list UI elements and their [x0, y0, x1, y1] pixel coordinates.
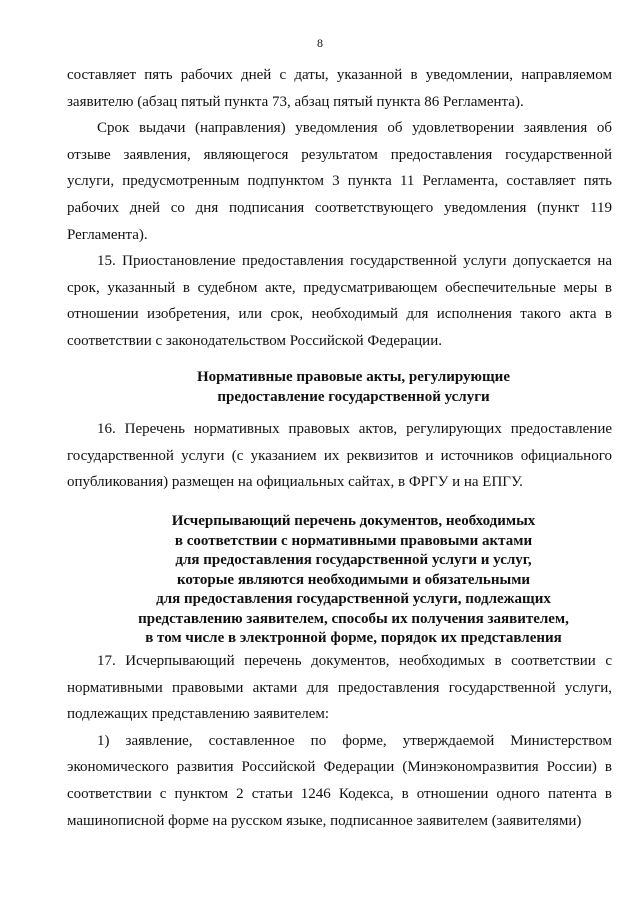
paragraph-notification-term: Срок выдачи (направления) уведомления об удовлетворении заявления об отзыве заявления, являющегося результатом предоставления государственной услуги, предусмотренным подпунктом 3 пункта 11 Регламента, составляет пять рабочих дней со дня подписания соответствующего уведомления (пункт 119 Регламента).	[67, 120, 612, 243]
text-block-2	[67, 416, 612, 496]
paragraph-16: 16. Перечень нормативных правовых актов, регулирующих предоставление государственной услуги (с указанием их реквизитов и источников официального опубликования) размещен на официальных сайтах, в ФРГУ и на ЕПГУ.	[67, 421, 612, 491]
heading-line: в соответствии с нормативными правовыми актами	[174, 532, 533, 549]
text-block-1	[67, 62, 612, 355]
text-block-3	[67, 648, 612, 834]
page-number: 8	[317, 36, 323, 50]
heading-line: в том числе в электронной форме, порядок их представления	[145, 630, 562, 646]
paragraph-15: 15. Приостановление предоставления государственной услуги допускается на срок, указанный в судебном акте, предусматривающем обеспечительные меры в отношении изобретения, или срок, необходимый для исполнения такого акта в соответствии с законодательством Российской Федерации.	[67, 253, 612, 349]
heading-line: представлению заявителем, способы их получения заявителем,	[138, 610, 569, 627]
heading-line: которые являются необходимыми и обязательными	[176, 571, 531, 588]
heading-line: Нормативные правовые акты, регулирующие	[196, 369, 510, 385]
heading-line: Исчерпывающий перечень документов, необходимых	[171, 513, 536, 529]
heading-line: для предоставления государственной услуги и услуг,	[175, 552, 532, 568]
paragraph-17-item-1: 1) заявление, составленное по форме, утверждаемой Министерством экономического развития Российской Федерации (Минэкономразвития России) в соответствии с пунктом 2 статьи 1246 Кодекса, в отношении одного патента в машинописной форме на русском языке, подписанное заявителем (заявителями)	[67, 732, 612, 829]
section-heading-documents-list	[67, 512, 640, 649]
heading-line: предоставление государственной услуги	[217, 388, 490, 405]
paragraph-17: 17. Исчерпывающий перечень документов, необходимых в соответствии с нормативными правовыми актами для предоставления государственной услуги, подлежащих представлению заявителем:	[67, 653, 612, 723]
paragraph-continuation: составляет пять рабочих дней с даты, указанной в уведомлении, направляемом заявителю (абзац пятый пункта 73, абзац пятый пункта 86 Регламента).	[67, 67, 612, 110]
heading-line: для предоставления государственной услуги, подлежащих	[156, 591, 551, 607]
section-heading-legal-acts	[67, 368, 640, 407]
